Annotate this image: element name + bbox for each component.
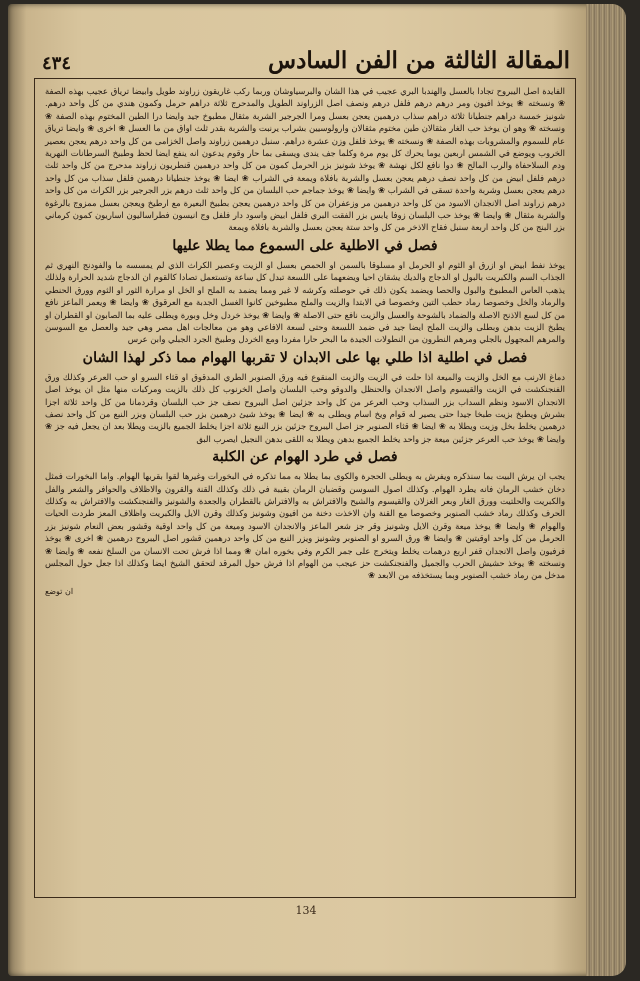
section-text: دماغ الارنب مع الخل والزيت والميعة اذا حلت في الزيت والزيت المنقوع فيه ورق الصنوبر الطري المدقوق او قثاء السرو او حب العرعر وكذلك ورق الفنجنكشت في الزيت والقيسوم واصل الانجدان والحنظل والدوقو وحب البلسان واصل الخرنوب كل ذلك بالزيت ومركبات منها مثل ان يوخذ اصل الانجدان الاسود ونظم السداب بزر السذاب وحب العرعر من كل واحد جزئين اصل اليبروح نصف جز حب البلسان وقردمانا من كل واحد ثلاثة اجزا بشرش ويطبخ بزيت طبخا جيدا حتى يصير له قوام ويخ اسام ويطلى به ❀ ايضا ❀ يوخذ شيئ درهمين بزر حب البلسان وبزر النبع من كل واحد نصف درهمين يخلط بخل وزيت ويطلا به ❀ ايضا ❀ قثاء الصنوبر جز اصل اليبروح جزئين بزر النبع ثلاثة اجزا يخلط الجميع بالزيت ويطلا بعد ان يجعل فيه جز ❀ وايضا ❀ يوخذ حب العرعر جزئين ميعة جز واحد يخلط الجميع بدهن ويطلا به اللقى بدهن النجيل ايصرب البق <box>45 371 565 444</box>
text-frame <box>34 78 576 898</box>
folio-number: ٤٣٤ <box>42 53 72 74</box>
page-header <box>28 34 584 74</box>
section-text: يوخذ نفط ابيض او ازرق او الثوم او الحرمل او مسلوقا بالسمن او الحمص بعسل او الزيت وعصير الكراث الذي لم يمسسه ما والفودنج النهري ثم الجذاب السم والكبريت بالبول او الدجاج والديك يشقان احيا ويضعهما على اللسعة تبدل كل ساعة وتستعمل تصادا كالقوم ان الدجاج شديد الحرارة ولذلك يذهب العاس المطبوخ والبول والحصا ويضمد يكون ذلك في حوصلته وكرشه لا غير ومما يضمد به الملح او الخل او مرارة الثور او الثوم وورق الحنطي والرماد والخل وخصوصا رماد حطب التين وخصوصا في الابتدا والزيت والملح مطبوخين كانوا الغسل الجدبة مع العرقوق ❀ وايضا ❀ ويعمر الماعز نافع من كل لسع الاذنح الاصلة والضماد بالشوحة والعسل والزيت نافع حتى الاصلة ❀ وايضا ❀ يوخذ خردل وخل وبورة ويطلى عليه بما الصابون او القطران او يطبخ الزيت بدهن وبطلى والزيت الملح ايضا جيد في ضمد اللسعة وحتى لسعة الافاعي وهو من معالجات اهل مصر وهي جيد والعصل مع السوسن والمرهم المجهول بالجلي ومرهم النطرون من النطولات الجيدة ما البحر حارا مفردا ومع الخردل وطبيخ الجرد الجبلي وابن عرس <box>45 259 565 345</box>
section-heading: فصل في طرد الهوام عن الكلبة <box>212 449 398 466</box>
book <box>8 4 626 976</box>
body-paragraph: الفايدة اصل اليبروح تجادا بالعسل والهندبا البري عجيب في هذا الشان والبرسياوشان وربما ركب غاريقون زراوند طويل وابيضا ترياق عجيب بهذه الصفة ❀ ونسخته ❀ يوخذ افيون ومر درهم درهم فلفل درهم ونصف اصل الزراوند الطويل والمدحرج ثلاثة دراهم حرمل وكمون هندي من كل واحد درهم. شونيز خمسة دراهم جنطيانا ثلاثة دراهم سذاب درهمين يعجن بعسل ومرا الجرجير الشربة مثقال مطبوخ جيد وايضا درا الطين المختوم بهذه الصفة ❀ ونسخته ❀ وهو ان يوخذ حب الغار مثقالان طين مختوم مثقالان وارولوسيين بشراب يرنبت والشربة بقدر ثلث اواق من ما العسل ❀ اخرى ❀ وايضا ترياق عام للسموم والمشروبات بهذه الصفة ❀ ونسخته ❀ يوخذ فلفل وزن عشرة دراهم. سنبل درهمين زراوند واصل الخزامى من كل واحد درهم يعجن بعصير الخروب ويوضع في الشمس اربعين يوما يحرك كل يوم مرة وكلما جف يندى ويسقى بما حار وقوم يدعون انه ينفع ايضا لحظ وطبيخ السرطانات النهرية ودم السلاحفاة والرب المالح ❀ دوا نافع لكل نهشة ❀ يوخذ شونيز بزر الحرمل كمون من كل واحد درهمين قنطريون زراوند مدحرج من كل واحد ثلث درهم فلفل ابيض من كل واحد نصف درهم يعجن بعسل والشربة بافلاة ويمعة في الشراب ❀ ايضا ❀ يوخذ جنطيانا درهمين فلفل سذاب من كل واحد درهم يعجن بعسل وشربة واحدة تسقى في الشراب ❀ وايضا ❀ يوخذ جماجم حب البلسان من كل واحد ثلث درهم بزر الجرجير بزر الكراث من كل واحد درهم زراوند اصل الانجدان الاسود من كل واحد درهمين مر وزعفران من كل واحد درهمين يعجن بطبيخ البعيرة مع ارطيخ ويعجن بعسل ممزوج بالرغوة والشربة مثقال ❀ وايضا ❀ يوخذ حب البلسان زوفا يابس بزر الفقت البري فلفل ابيض واسود دار فلفل وج انيسون فطراساليون اساريون كمون كرماني بزر البنج من كل واحد اربعة سنبل فقاح الاذخر من كل واحد ستة يعجن بعسل والشربة بافلاة ويمعة <box>45 86 565 233</box>
section-heading: فصل في اطلية اذا طلي بها على الابدان لا تقربها الهوام مما ذكر لهذا الشان <box>82 349 528 366</box>
page-number: 134 <box>295 904 317 917</box>
running-title: المقالة الثالثة من الفن السادس <box>268 47 570 74</box>
section-heading: فصل في الاطلية على السموع مما يطلا عليها <box>172 237 438 254</box>
catchword: ان توضع <box>45 586 74 596</box>
section-text: يجب ان يرش البيت بما سنذكره ويفرش به ويطلى الحجرة والكوى بما يطلا به مما تذكره في البخورات وغيرها لقوا بقربها الهوام. واما البخورات فمثل دخان خشب الرمان فانه يطرد الهوام. وكذلك اصول السوسن وقضبان الرمان بقيبة في ذلك وكذلك القنة والقرون والاظلاف والحوافر والشعر والفل والكبريت والحلتيت وورق الغار وبعر الغزلان والقيسوم والشيح والافتراش به والافتراش بالقطران والجعدة والشونيز والفنجنكشت والافتراش به وكذلك الحرف وكذلك رماد خشب الصنوبر وخصوصا مع القنة وان الاخذت دخنة من افيون وشونيز وكذلك وقرن الايل والكبريت واظلاف المعز طردت الحيات والهوام ❀ وايضا ❀ يوخذ ميعة وقرن الايل وشونيز وقر جز شعر الماعز والانجدان الاسود وميعة من كل واحد اوقية وقشور بعض النعام شونيز بزر الحرمل من كل واحد اوقيتين ❀ وايضا ❀ ورق السرو او الصنوبر وشونيز ويزر النبع من كل واحد درهمين قشور اصل اليبروح درهمين ❀ اخرى ❀ يوخذ فرفيون واصل الانجدان قفر اربع درهمات يخلط ويتخرج على جمر الكرم وفي بخوره امان ❀ ومما اذا فرش تحت الانسان من السلخ نفعه ❀ وايضا ❀ ونسخته ❀ يوخذ حشيش الحرب والجميل والفنجنكشت حز عيجب من الهوام اذا فرش حول المرقد لتحقق الشيخ ايضا وكذلك اذا جعل حول المجلس مدخل من رماد خشب الصنوبر وبما يستخذفه من الابعد ❀ <box>45 471 565 581</box>
page <box>28 34 584 934</box>
page-edge <box>586 4 626 976</box>
